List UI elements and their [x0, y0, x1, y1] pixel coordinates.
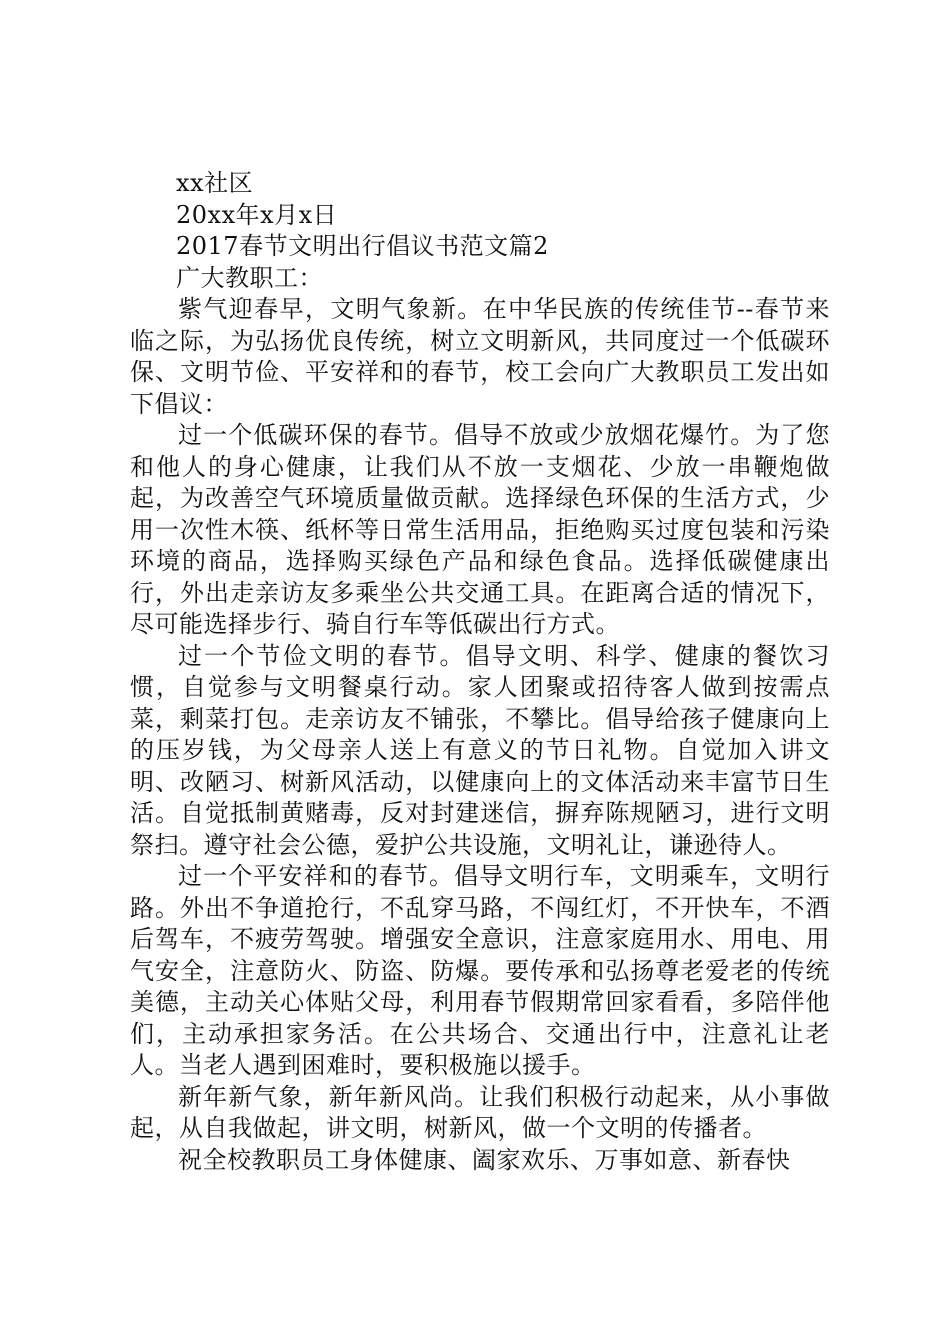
paragraph-frugal: 过一个节俭文明的春节。倡导文明、科学、健康的餐饮习惯，自觉参与文明餐桌行动。家人团聚或招待客人做到按需点菜，剩菜打包。走亲访友不铺张，不攀比。倡导给孩子健康向上的压岁钱，为父母亲人送上有意义的节日礼物。自觉加入讲文明、改陋习、树新风活动，以健康向上的文体活动来丰富节日生活。自觉抵制黄赌毒，反对封建迷信，摒弃陈规陋习，进行文明祭扫。遵守社会公德，爱护公共设施，文明礼让，谦逊待人。 — [130, 641, 830, 859]
document-body — [130, 168, 830, 1176]
paragraph-intro: 紫气迎春早，文明气象新。在中华民族的传统佳节--春节来临之际，为弘扬优良传统，树立文明新风，共同度过一个低碳环保、文明节俭、平安祥和的春节，校工会向广大教职员工发出如下倡议： — [130, 295, 830, 418]
paragraph-low-carbon: 过一个低碳环保的春节。倡导不放或少放烟花爆竹。为了您和他人的身心健康，让我们从不放一支烟花、少放一串鞭炮做起，为改善空气环境质量做贡献。选择绿色环保的生活方式，少用一次性木筷、纸杯等日常生活用品，拒绝购买过度包装和污染环境的商品，选择购买绿色产品和绿色食品。选择低碳健康出行，外出走亲访友多乘坐公共交通工具。在距离合适的情况下，尽可能选择步行、骑自行车等低碳出行方式。 — [130, 421, 830, 638]
organization-line: xx社区 — [176, 169, 254, 197]
document-title: 2017春节文明出行倡议书范文篇2 — [176, 232, 549, 260]
salutation: 广大教职工： — [176, 263, 323, 292]
paragraph-closing: 祝全校教职员工身体健康、阖家欢乐、万事如意、新春快 — [178, 1145, 791, 1174]
paragraph-new-year: 新年新气象，新年新风尚。让我们积极行动起来，从小事做起，从自我做起，讲文明，树新风，做一个文明的传播者。 — [130, 1082, 830, 1142]
paragraph-safety: 过一个平安祥和的春节。倡导文明行车，文明乘车，文明行路。外出不争道抢行，不乱穿马路，不闯红灯，不开快车，不酒后驾车，不疲劳驾驶。增强安全意识，注意家庭用水、用电、用气安全，注意防火、防盗、防爆。要传承和弘扬尊老爱老的传统美德，主动关心体贴父母，利用春节假期常回家看看，多陪伴他们，主动承担家务活。在公共场合、交通出行中，注意礼让老人。当老人遇到困难时，要积极施以援手。 — [130, 862, 830, 1079]
date-line: 20xx年x月x日 — [176, 200, 338, 229]
